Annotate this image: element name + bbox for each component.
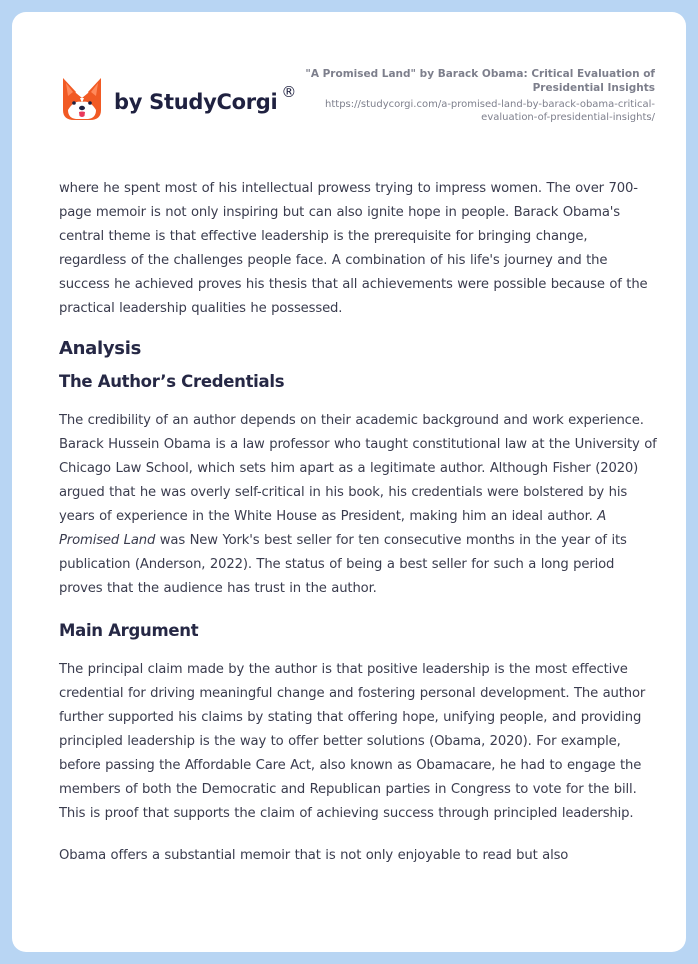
credentials-text-2: was New York's best seller for ten consecutive months in the year of its publication (Anderson, 2022). The status of being a best seller for such a long period proves that the audience has trust in the author.	[59, 533, 627, 596]
document-title: "A Promised Land" by Barack Obama: Critical Evaluation of Presidential Insights	[305, 68, 655, 94]
main-argument-paragraph: The principal claim made by the author is that positive leadership is the most effective credential for driving meaningful change and fostering personal development. The author further supported his claims by stating that offering hope, unifying people, and providing principled leadership is the way to offer better solutions (Obama, 2020). For example, before passing the Affordable Care Act, also known as Obamacare, he had to engage the members of both the Democratic and Republican parties in Congress to vote for the bill. This is proof that supports the claim of achieving success through principled leadership.	[59, 662, 646, 821]
studycorgi-logo[interactable]	[60, 76, 296, 122]
credentials-text-1: The credibility of an author depends on their academic background and work experience. Barack Hussein Obama is a law professor who taught constitutional law at the University of Chicago Law School, which sets him apart as a legitimate author. Although Fisher (2020) argued that he was overly self-critical in his book, his credentials were bolstered by his years of experience in the White House as President, making him an ideal author.	[59, 413, 657, 524]
logo-text: by StudyCorgi	[114, 90, 278, 114]
document-meta	[295, 67, 655, 124]
main-argument-heading: Main Argument	[59, 621, 199, 640]
analysis-heading: Analysis	[59, 338, 141, 359]
credentials-paragraph	[59, 409, 659, 601]
closing-paragraph: Obama offers a substantial memoir that is not only enjoyable to read but also	[59, 848, 569, 863]
document-url[interactable]: https://studycorgi.com/a-promised-land-by-barack-obama-critical-evaluation-of-presidential-insights/	[325, 99, 655, 123]
page-header	[12, 12, 686, 162]
intro-paragraph: where he spent most of his intellectual prowess trying to impress women. The over 700-page memoir is not only inspiring but can also ignite hope in people. Barack Obama's central theme is that effective leadership is the prerequisite for bringing change, regardless of the challenges people face. A combination of his life's journey and the success he achieved proves his thesis that all achievements were possible because of the practical leadership qualities he possessed.	[59, 181, 648, 316]
credentials-heading: The Author’s Credentials	[59, 372, 285, 391]
book-title-italic: A Promised Land	[59, 509, 607, 548]
corgi-logo-icon	[60, 76, 104, 122]
document-card	[12, 12, 686, 952]
document-body	[59, 177, 659, 868]
registered-mark: ®	[281, 83, 297, 101]
